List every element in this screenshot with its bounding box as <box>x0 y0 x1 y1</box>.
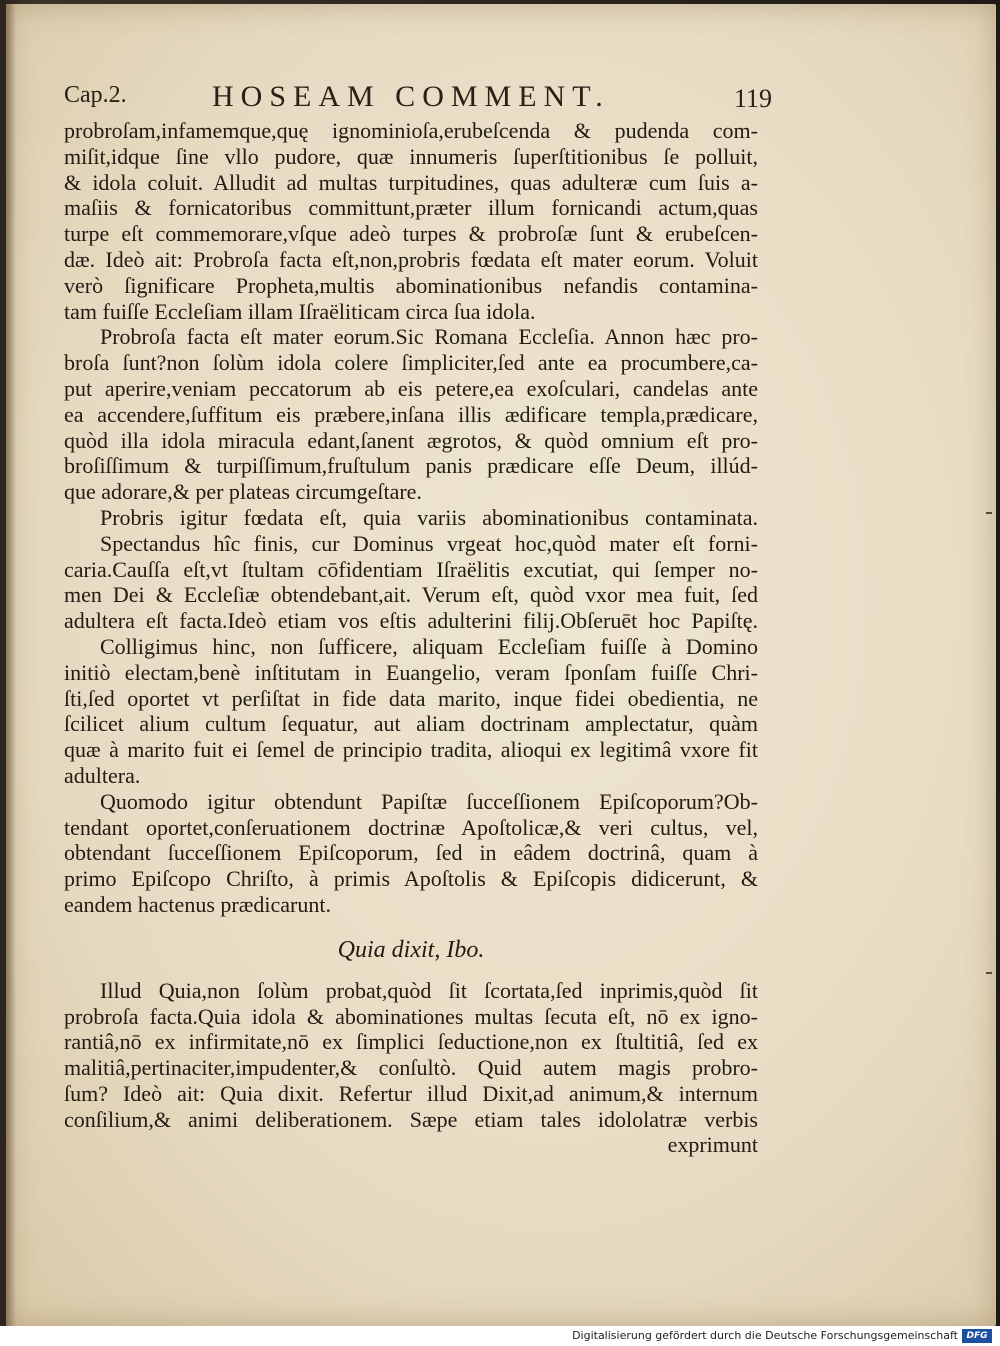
margin-mark <box>986 512 992 514</box>
text-line: tam fuiſſe Eccleſiam illam Iſraëliticam circa ſua idola. <box>64 298 536 324</box>
text-line: & idola coluit. Alludit ad multas turpitudines, quas adulteræ cum ſuis a- <box>64 169 758 195</box>
text-line: dæ. Ideò ait: Probroſa facta eſt,non,probris fœdata eſt mater eorum. Voluit <box>64 246 758 272</box>
section-heading: Quia dixit, Ibo. <box>337 936 485 963</box>
text-line: adultera eſt facta.Ideò etiam vos eſtis adulterini filij.Obſeruēt hoc Papiſtę. <box>64 608 758 634</box>
text-line: men Dei & Eccleſiæ obtendebant,ait. Verum eſt, quòd vxor mea fuit, ſed <box>64 582 758 608</box>
text-line: Probroſa facta eſt mater eorum.Sic Romana Eccleſia. Annon hæc pro- <box>100 324 758 350</box>
text-line: ea accendere,ſuffitum eis præbere,inſana illis ædificare templa,prædicare, <box>64 401 758 427</box>
digitization-footer <box>0 1326 1000 1346</box>
text-line: probroſam,infamemque,quę ignominioſa,erubeſcenda & pudenda com- <box>64 118 758 143</box>
text-line: conſilium,& animi deliberationem. Sæpe etiam tales idololatræ verbis <box>64 1106 758 1132</box>
text-line: verò ſignificare Propheta,multis abominationibus nefandis contamina- <box>64 272 758 298</box>
text-line: obtendant ſucceſſionem Epiſcoporum, ſed in eâdem doctrinâ, quam à <box>64 840 758 866</box>
running-header <box>64 80 772 120</box>
margin-mark <box>986 972 992 974</box>
text-line: eandem hactenus prædicarunt. <box>64 891 331 917</box>
text-line: ſcilicet alium cultum ſequatur, aut aliam doctrinam amplectatur, quàm <box>64 711 758 737</box>
page-number: 119 <box>733 84 772 113</box>
text-line: turpe eſt commemorare,vſque adeò turpes & probroſæ ſunt & erubeſcen- <box>64 221 758 247</box>
text-line: broſiſſimum & turpiſſimum,fruſtulum panis prædicare eſſe Deum, illúd- <box>64 453 758 479</box>
text-line: broſa ſunt?non ſolùm idola colere ſimpliciter,ſed ante ea procumbere,ca- <box>64 350 758 376</box>
text-line: Colligimus hinc, non ſufficere, aliquam Eccleſiam fuiſſe à Domino <box>100 633 758 659</box>
text-line: rantiâ,nō ex infirmitate,nō ex ſimplici ſeductione,non ex ſtultitiâ, ſed ex <box>64 1029 758 1055</box>
catchword: exprimunt <box>667 1132 758 1158</box>
text-line: ſum? Ideò ait: Quia dixit. Refertur illud Dixit,ad animum,& internum <box>64 1080 758 1106</box>
text-line: miſit,idque ſine vllo pudore, quæ innumeris ſuperſtitionibus ſe polluit, <box>64 143 758 169</box>
text-line: que adorare,& per plateas circumgeſtare. <box>64 479 422 505</box>
text-line: Quomodo igitur obtendunt Papiſtæ ſucceſſionem Epiſcoporum?Ob- <box>100 788 758 814</box>
text-line: initiò electam,benè inſtitutam in Euangelio, veram ſponſam fuiſſe Chri- <box>64 659 758 685</box>
main-text <box>64 118 758 1158</box>
text-line: probroſa facta.Quia idola & abominationes multas ſecuta eſt, nō ex igno- <box>64 1003 758 1029</box>
text-line: maſiis & fornicatoribus committunt,præter illum fornicandi actum,quas <box>64 195 758 221</box>
text-line: adultera. <box>64 762 141 788</box>
text-line: Spectandus hîc finis, cur Dominus vrgeat hoc,quòd mater eſt forni- <box>100 530 758 556</box>
text-line: malitiâ,pertinaciter,impudenter,& conſultò. Quid autem magis probro- <box>64 1055 758 1081</box>
text-line: Illud Quia,non ſolùm probat,quòd ſit ſcortata,ſed inprimis,quòd ſit <box>100 977 758 1003</box>
running-title: HOSEAM COMMENT. <box>212 80 610 113</box>
funding-credit: Digitalisierung gefördert durch die Deutsche Forschungsgemeinschaft <box>572 1329 958 1342</box>
chapter-label: Cap.2. <box>64 82 127 108</box>
text-line: Probris igitur fœdata eſt, quia variis abominationibus contaminata. <box>100 504 758 530</box>
text-line: tendant oportet,conſeruationem doctrinæ Apoſtolicæ,& veri cultus, vel, <box>64 814 758 840</box>
text-line: quæ à marito fuit ei ſemel de principio tradita, alioqui ex legitimâ vxore fit <box>64 737 758 763</box>
text-line: quòd illa idola miracula edant,ſanent ægrotos, & quòd omnium eſt pro- <box>64 427 758 453</box>
text-line: caria.Cauſſa eſt,vt ſtultam cōfidentiam Iſraëlitis excutiat, qui ſemper no- <box>64 556 758 582</box>
page-edge-shadow <box>6 4 16 1326</box>
text-line: put aperire,veniam peccatorum ab eis petere,ea exoſculari, candelas ante <box>64 375 758 401</box>
dfg-logo[interactable]: DFG <box>962 1329 992 1343</box>
text-line: primo Epiſcopo Chriſto, à primis Apoſtolis & Epiſcopis didicerunt, & <box>64 866 758 892</box>
text-line: ſti,ſed oportet vt perſiſtat in fide data marito, inque fidei obedientia, ne <box>64 685 758 711</box>
